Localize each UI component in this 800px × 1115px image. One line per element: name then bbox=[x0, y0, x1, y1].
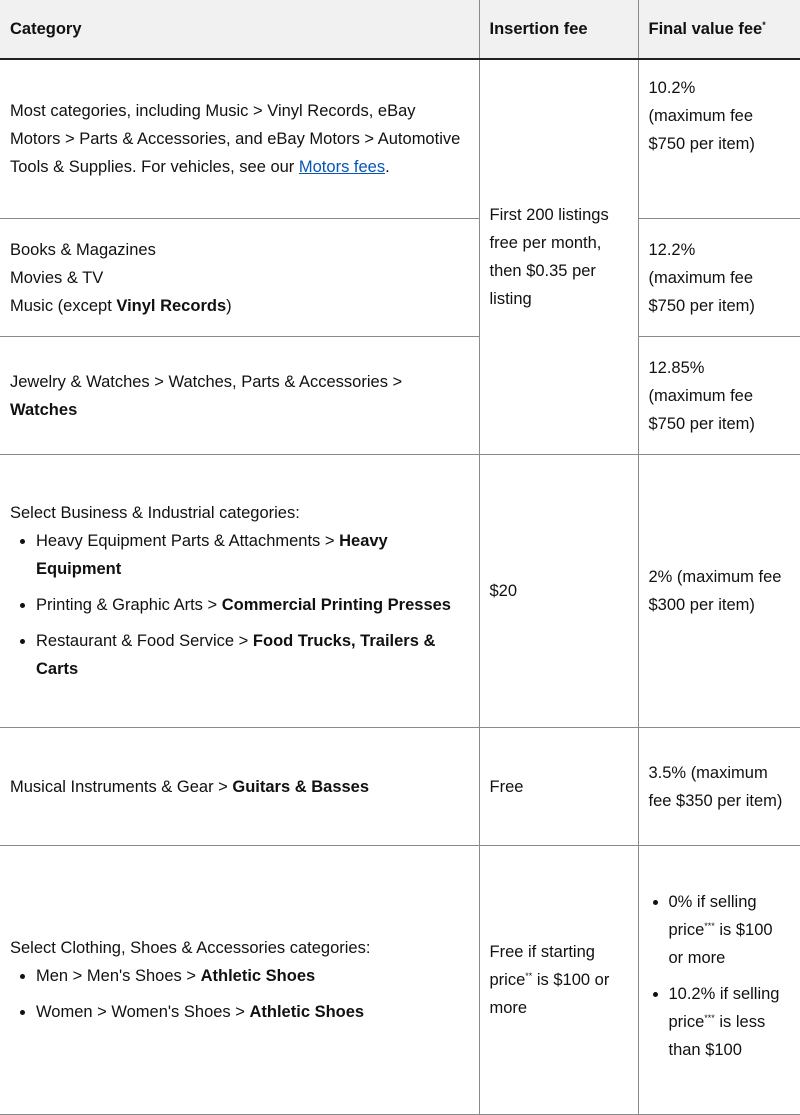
table-row bbox=[0, 455, 800, 728]
insertion-fee-cell: Free bbox=[479, 728, 638, 846]
footnote-mark: * bbox=[762, 20, 766, 30]
final-fee-cell bbox=[638, 846, 800, 1115]
list-item: • 10.2% if selling price*** is less than $100 bbox=[669, 980, 791, 1064]
footnote-mark: ** bbox=[525, 971, 533, 981]
insertion-fee-cell: $20 bbox=[479, 455, 638, 728]
header-final-value-fee: Final value fee* bbox=[638, 0, 800, 59]
shared-insertion-fee-cell: First 200 listings free per month, then $0.35 per listing bbox=[479, 59, 638, 455]
footnote-mark: *** bbox=[704, 921, 715, 931]
category-cell: Books & Magazines Movies & TV Music (except Vinyl Records) bbox=[0, 219, 479, 337]
motors-fees-link[interactable]: Motors fees bbox=[298, 158, 386, 176]
footnote-mark: *** bbox=[704, 1013, 715, 1023]
category-list bbox=[10, 527, 469, 683]
header-insertion-fee: Insertion fee bbox=[479, 0, 638, 59]
fee-list bbox=[649, 888, 791, 1064]
header-row bbox=[0, 0, 800, 59]
list-item: • Heavy Equipment Parts & Attachments > Heavy Equipment bbox=[36, 527, 469, 583]
table-row bbox=[0, 846, 800, 1115]
header-category: Category bbox=[0, 0, 479, 59]
list-item: • Men > Men's Shoes > Athletic Shoes bbox=[36, 962, 469, 990]
table-row bbox=[0, 728, 800, 846]
insertion-fee-cell: Free if starting price** is $100 or more bbox=[479, 846, 638, 1115]
list-item: • 0% if selling price*** is $100 or more bbox=[669, 888, 791, 972]
list-item: • Printing & Graphic Arts > Commercial Printing Presses bbox=[36, 591, 469, 619]
category-list bbox=[10, 962, 469, 1026]
final-fee-cell: 12.85% (maximum fee $750 per item) bbox=[638, 337, 800, 455]
category-cell: Most categories, including Music > Vinyl Records, eBay Motors > Parts & Accessories, and eBay Motors > Automotive Tools & Supplies. For vehicles, see our Motors fees. bbox=[0, 59, 479, 219]
list-item: • Women > Women's Shoes > Athletic Shoes bbox=[36, 998, 469, 1026]
final-fee-cell: 10.2% (maximum fee $750 per item) bbox=[638, 59, 800, 219]
table-row bbox=[0, 337, 800, 455]
final-fee-cell: 2% (maximum fee $300 per item) bbox=[638, 455, 800, 728]
category-cell: Select Business & Industrial categories: • Heavy Equipment Parts & Attachments > Heavy Equipment • Printing & Graphic Arts > Commercial Printing Presses • Restaurant & Food Service > Food Trucks, Trailers & Carts bbox=[0, 455, 479, 728]
category-cell: Select Clothing, Shoes & Accessories categories: • Men > Men's Shoes > Athletic Shoes • Women > Women's Shoes > Athletic Shoes bbox=[0, 846, 479, 1115]
final-fee-cell: 3.5% (maximum fee $350 per item) bbox=[638, 728, 800, 846]
category-cell: Musical Instruments & Gear > Guitars & Basses bbox=[0, 728, 479, 846]
table-row bbox=[0, 59, 800, 219]
final-fee-cell: 12.2% (maximum fee $750 per item) bbox=[638, 219, 800, 337]
table-row bbox=[0, 219, 800, 337]
list-item: • Restaurant & Food Service > Food Trucks, Trailers & Carts bbox=[36, 627, 469, 683]
category-cell: Jewelry & Watches > Watches, Parts & Accessories > Watches bbox=[0, 337, 479, 455]
